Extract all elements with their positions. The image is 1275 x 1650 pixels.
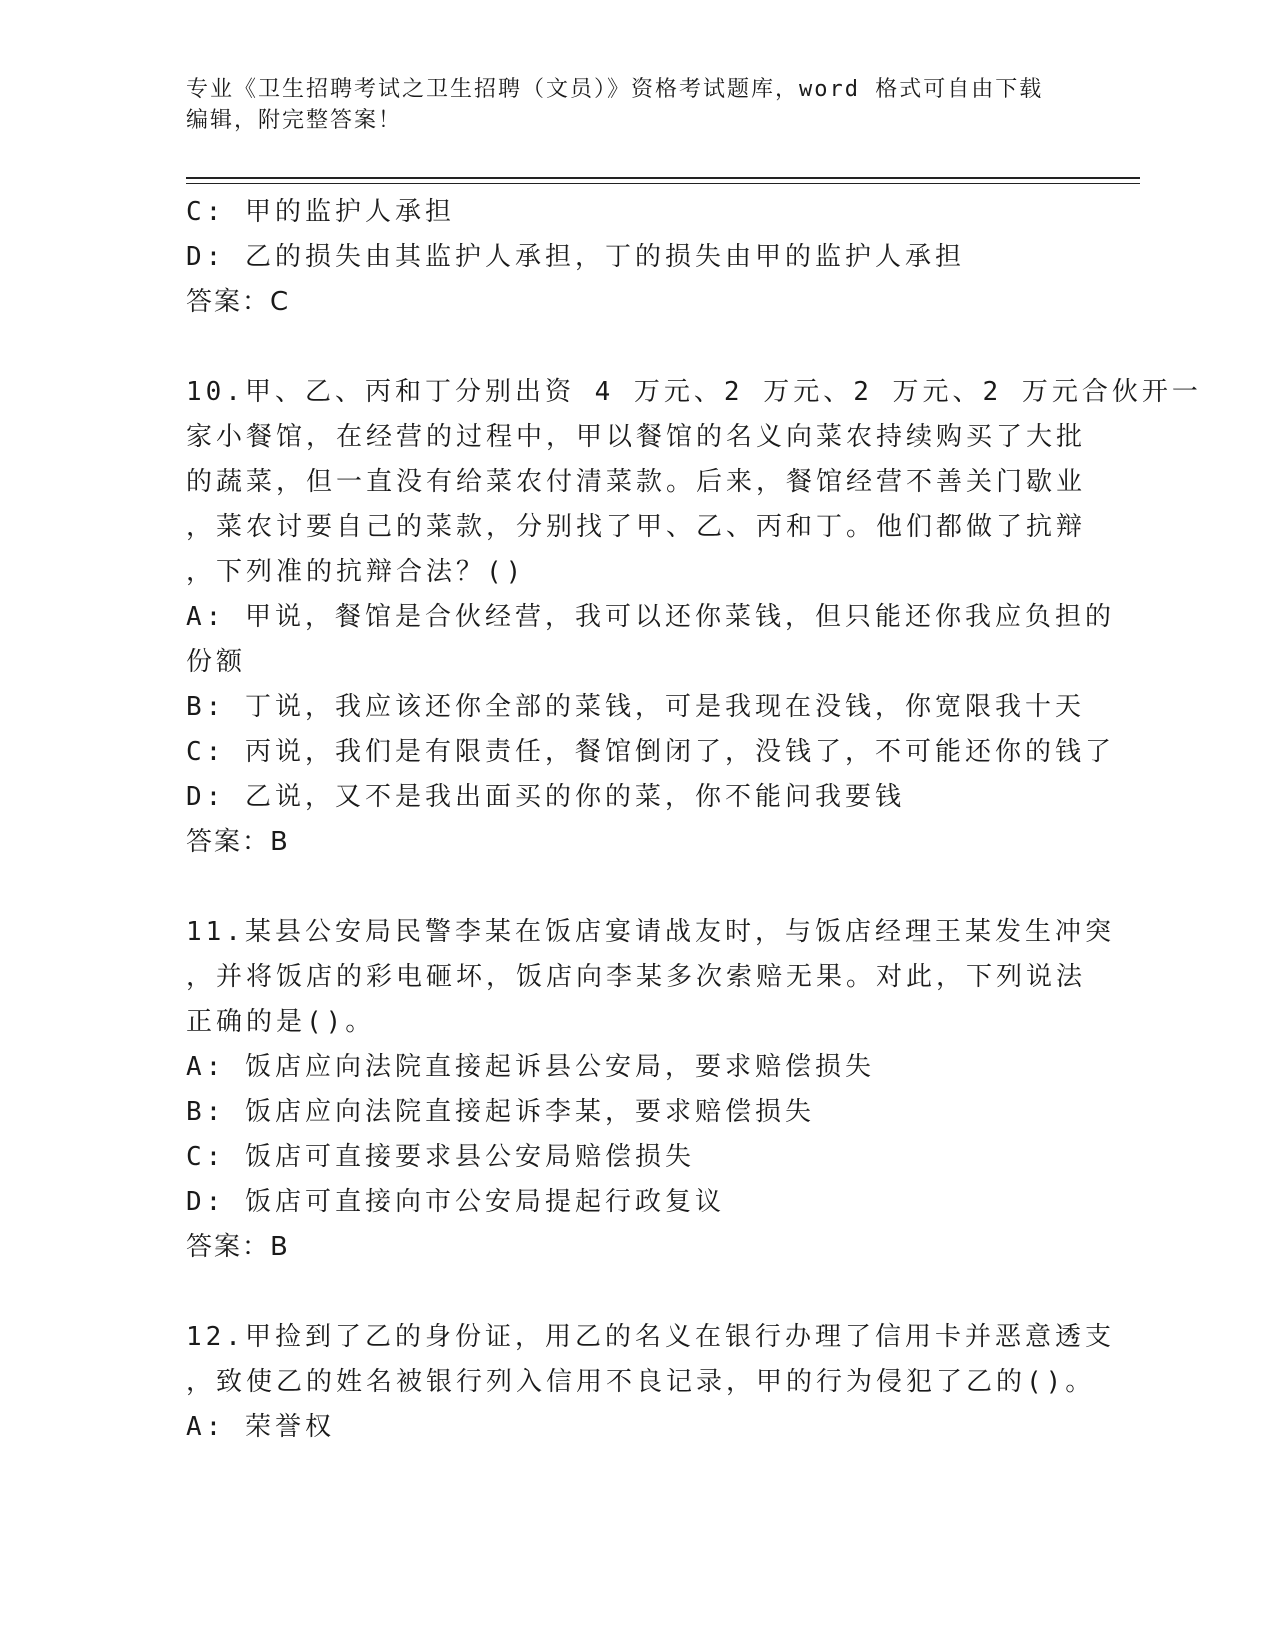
q10-option-b: B: 丁说，我应该还你全部的菜钱，可是我现在没钱，你宽限我十天 (186, 692, 1085, 722)
header-divider-thin (186, 183, 1140, 184)
question-11 (186, 910, 1115, 1270)
q10-option-d: D: 乙说，又不是我出面买的你的菜，你不能问我要钱 (186, 782, 905, 812)
q9-answer: 答案：C (186, 287, 291, 317)
q11-answer: 答案：B (186, 1232, 290, 1262)
spacer (186, 865, 1086, 910)
q11-option-a: A: 饭店应向法院直接起诉县公安局，要求赔偿损失 (186, 1052, 875, 1082)
q11-stem-line: 11.某县公安局民警李某在饭店宴请战友时，与饭店经理王某发生冲突 (186, 917, 1115, 947)
spacer (186, 325, 1086, 370)
q11-stem-line: 正确的是()。 (186, 1007, 376, 1037)
question-10 (186, 370, 1202, 865)
header-line-2: 编辑，附完整答案！ (186, 108, 403, 133)
document-header (186, 74, 1066, 136)
q12-stem-line: ，致使乙的姓名被银行列入信用不良记录，甲的行为侵犯了乙的()。 (186, 1367, 1096, 1397)
q10-stem-line: ，下列准的抗辩合法？() (186, 557, 526, 587)
header-line-1: 专业《卫生招聘考试之卫生招聘（文员）》资格考试题库，word 格式可自由下载 (186, 77, 1044, 102)
question-9 (186, 190, 1086, 325)
q10-stem-line: ，菜农讨要自己的菜款，分别找了甲、乙、丙和丁。他们都做了抗辩 (186, 512, 1087, 542)
q12-option-a: A: 荣誉权 (186, 1412, 335, 1442)
q9-option-d: D: 乙的损失由其监护人承担，丁的损失由甲的监护人承担 (186, 242, 965, 272)
q10-option-c: C: 丙说，我们是有限责任，餐馆倒闭了，没钱了，不可能还你的钱了 (186, 737, 1115, 767)
q11-option-b: B: 饭店应向法院直接起诉李某，要求赔偿损失 (186, 1097, 815, 1127)
q10-stem-line: 10.甲、乙、丙和丁分别出资 4 万元、2 万元、2 万元、2 万元合伙开一 (186, 377, 1202, 407)
q11-option-c: C: 饭店可直接要求县公安局赔偿损失 (186, 1142, 695, 1172)
q10-stem-line: 家小餐馆，在经营的过程中，甲以餐馆的名义向菜农持续购买了大批 (186, 422, 1087, 452)
q11-option-d: D: 饭店可直接向市公安局提起行政复议 (186, 1187, 725, 1217)
question-12 (186, 1315, 1115, 1450)
q9-option-c: C: 甲的监护人承担 (186, 197, 455, 227)
spacer (186, 1270, 1086, 1315)
question-content (186, 190, 1202, 1450)
q10-stem-line: 的蔬菜，但一直没有给菜农付清菜款。后来，餐馆经营不善关门歇业 (186, 467, 1087, 497)
q12-stem-line: 12.甲捡到了乙的身份证，用乙的名义在银行办理了信用卡并恶意透支 (186, 1322, 1115, 1352)
q10-option-a: A: 甲说，餐馆是合伙经营，我可以还你菜钱，但只能还你我应负担的 (186, 602, 1115, 632)
q11-stem-line: ，并将饭店的彩电砸坏，饭店向李某多次索赔无果。对此，下列说法 (186, 962, 1087, 992)
q10-option-a-cont: 份额 (186, 647, 247, 677)
q10-answer: 答案：B (186, 827, 290, 857)
header-divider-thick (186, 177, 1140, 179)
